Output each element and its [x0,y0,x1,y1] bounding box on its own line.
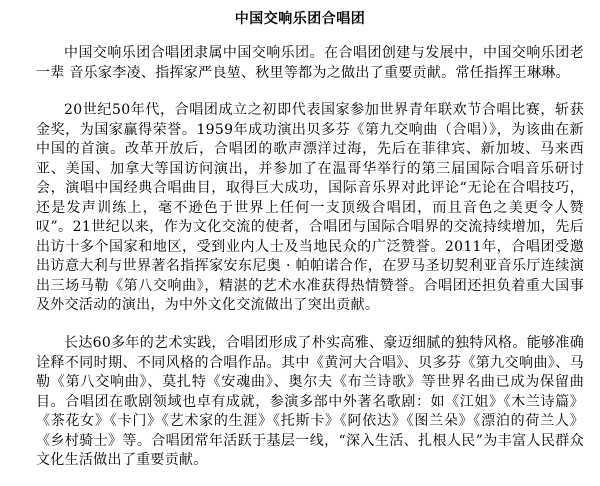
document-title: 中国交响乐团合唱团 [234,11,366,27]
paragraph-repertoire: 长达60多年的艺术实践，合唱团形成了朴实高雅、豪迈细腻的独特风格。能够准确诠释不同时期、不同风格的合唱作品。其中《黄河大合唱》、贝多芬《第九交响曲》、马勒《第八交响曲》、莫扎特《安魂曲》、奥尔夫《布兰诗歌》等世界名曲已成为保留曲目。合唱团在歌剧领域也卓有成就，参演多部中外著名歌剧：如《江姐》《木兰诗篇》《茶花女》《卡门》《艺术家的生涯》《托斯卡》《阿依达》《图兰朵》《漂泊的荷兰人》《乡村骑士》等。合唱团常年活跃于基层一线，“深入生活、扎根人民”为丰富人民群众文化生活做出了重要贡献。 [36,335,584,468]
paragraph-history: 20世纪50年代，合唱团成立之初即代表国家参加世界青年联欢节合唱比赛，斩获金奖，为国家赢得荣誉。1959年成功演出贝多芬《第九交响曲（合唱）》，为该曲在新中国的首演。改革开放后，合唱团的歌声漂洋过海，先后在菲律宾、新加坡、马来西亚、美国、加拿大等国访问演出，并参加了在温哥华举行的第三届国际合唱音乐研讨会，演唱中国经典合唱曲目，取得巨大成功，国际音乐界对此评论“无论在合唱技巧，还是发声训练上，毫不逊色于世界上任何一支顶级合唱团，而且音色之美更令人赞叹”。21世纪以来，作为文化交流的使者，合唱团与国际合唱界的交流持续增加，先后出访十多个国家和地区，受到业内人士及当地民众的广泛赞誉。2011年，合唱团受邀出访意大利与世界著名指挥家安东尼奥 · 帕帕诺合作，在罗马圣切契利亚音乐厅连续演出三场马勒《第八交响曲》，精湛的艺术水准获得热情赞誉。合唱团还担负着重大国事及外交活动的演出，为中外文化交流做出了突出贡献。 [36,102,584,313]
paragraph-intro: 中国交响乐团合唱团隶属中国交响乐团。在合唱团创建与发展中，中国交响乐团老一辈 音乐家李凌、指挥家严良堃、秋里等都为之做出了重要贡献。常任指挥王琳琳。 [36,45,584,81]
